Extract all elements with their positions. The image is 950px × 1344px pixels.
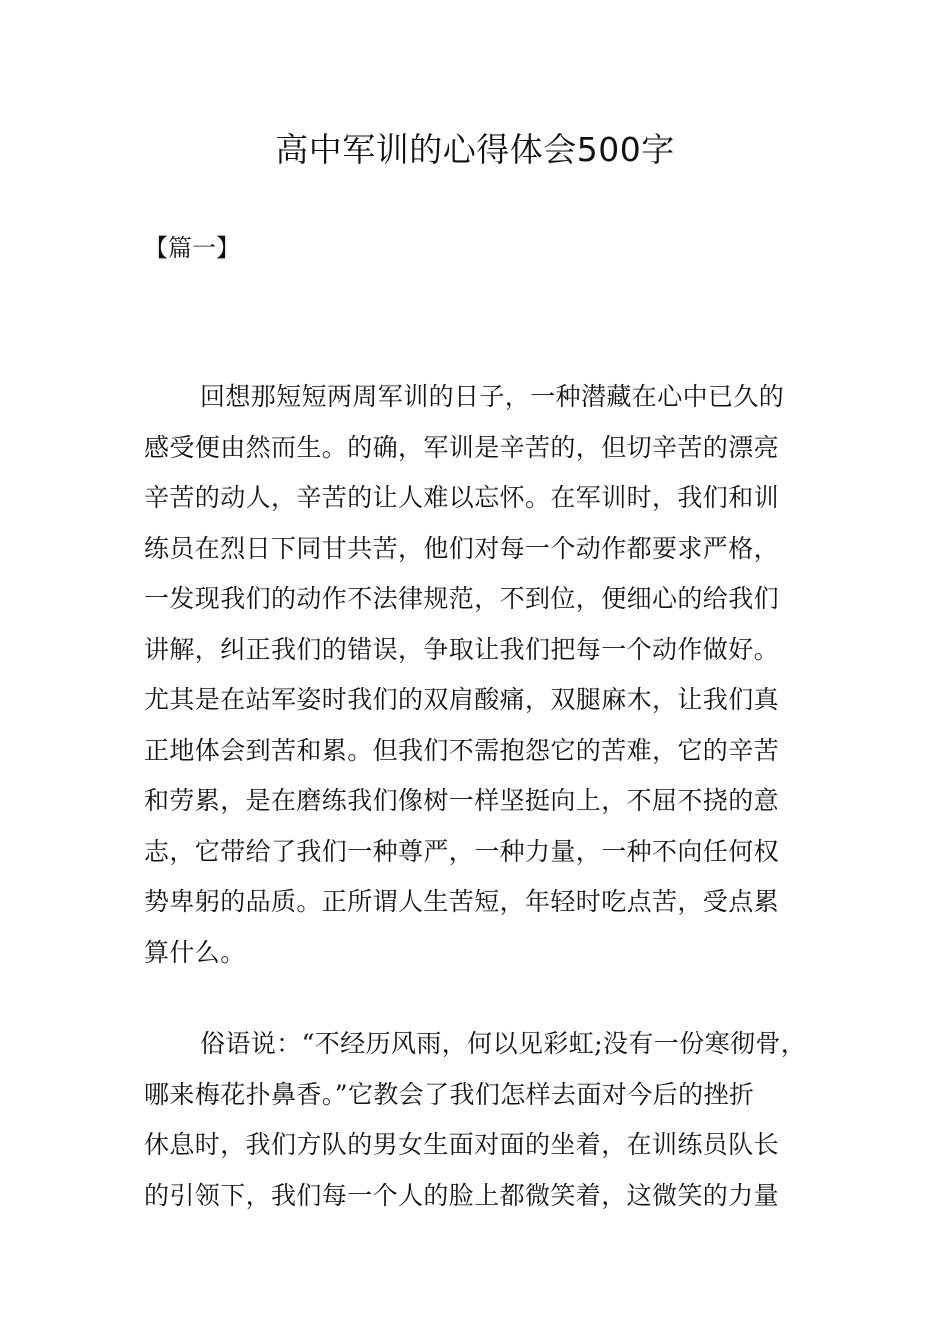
document-title: 高中军训的心得体会500字: [275, 130, 675, 169]
paragraph-line: 讲解，纠正我们的错误，争取让我们把每一个动作做好。: [144, 634, 780, 664]
paragraph-line: 俗语说：“不经历风雨，何以见彩虹;没有一份寒彻骨，: [200, 1029, 807, 1058]
paragraph-line: 回想那短短两周军训的日子，一种潜藏在心中已久的: [200, 382, 785, 411]
paragraph-line: 休息时，我们方队的男女生面对面的坐着，在训练员队长: [144, 1130, 780, 1159]
paragraph-line: 和劳累，是在磨练我们像树一样坚挺向上，不屈不挠的意: [144, 786, 780, 815]
paragraph-line: 势卑躬的品质。正所谓人生苦短，年轻时吃点苦，受点累: [144, 887, 780, 916]
paragraph-line: 志，它带给了我们一种尊严，一种力量，一种不向任何权: [144, 836, 780, 866]
paragraph-line: 正地体会到苦和累。但我们不需抱怨它的苦难，它的辛苦: [144, 735, 780, 765]
paragraph-line: 哪来梅花扑鼻香。”它教会了我们怎样去面对今后的挫折: [144, 1079, 755, 1109]
paragraph-line: 的引领下，我们每一个人的脸上都微笑着，这微笑的力量: [144, 1180, 780, 1210]
paragraph-line: 尤其是在站军姿时我们的双肩酸痛，双腿麻木，让我们真: [144, 685, 780, 714]
paragraph-line: 算什么。: [144, 937, 246, 967]
paragraph-line: 一发现我们的动作不法律规范，不到位，便细心的给我们: [144, 584, 780, 613]
paragraph-2: [144, 1019, 814, 1221]
paragraph-1: [144, 372, 814, 978]
paragraph-line: 辛苦的动人，辛苦的让人难以忘怀。在军训时，我们和训: [144, 483, 780, 512]
paragraph-line: 练员在烈日下同甘共苦，他们对每一个动作都要求严格，: [144, 533, 780, 563]
paragraph-line: 感受便由然而生。的确，军训是辛苦的，但切辛苦的漂亮: [144, 432, 780, 462]
section-label: 【篇一】: [144, 234, 240, 262]
